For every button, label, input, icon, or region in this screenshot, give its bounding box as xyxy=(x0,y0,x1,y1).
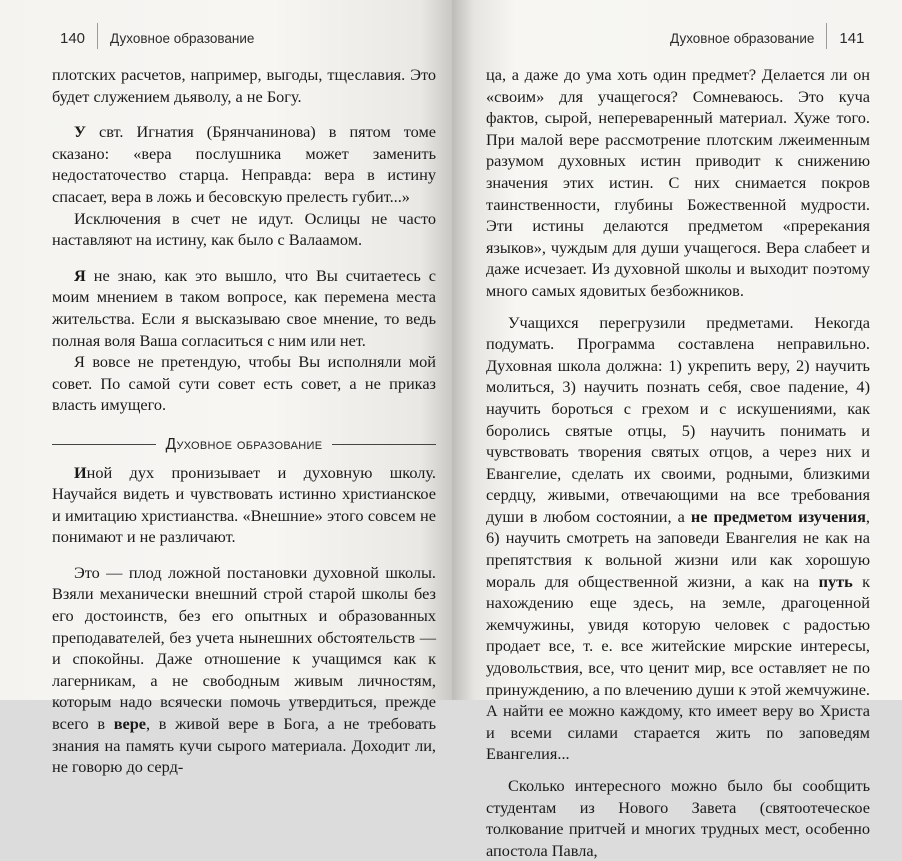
paragraph-text: ной дух пронизывает и духовную школу. Научайся видеть и чувствовать истинно христианское и имитацию христианства. «Внешние» этого совсем не понимают и не различают. xyxy=(52,462,436,547)
paragraph: Сколько интересного можно было бы сообщить студентам из Нового Завета (святоотеческое толкование притчей и многих трудных мест, особенно апостола Павла, xyxy=(486,776,870,860)
paragraph xyxy=(52,265,436,351)
section-title xyxy=(156,434,333,456)
right-page xyxy=(452,0,902,860)
header-divider xyxy=(826,23,827,49)
bold-word: путь xyxy=(818,571,853,591)
left-page-body xyxy=(52,64,436,778)
paragraph-text: , 6) научить смотреть на заповеди Евангелия не как на препятствия к вольной жизни или как хорошую мораль для общественной жизни, а как на xyxy=(486,506,870,591)
paragraph: плотских расчетов, например, выгоды, тщеславия. Это будет служением дьяволу, а не Богу. xyxy=(52,65,436,106)
lead-letter: И xyxy=(74,462,87,482)
lead-letter: У xyxy=(74,122,86,142)
paragraph-text: не знаю, как это вышло, что Вы считаетесь с моим мнением в таком вопросе, как перемена места жительства. Если я высказываю свое мнение, то ведь полная воля Ваша согласиться с ним или нет. xyxy=(52,265,436,350)
section-heading xyxy=(52,434,436,456)
page-number-left: 140 xyxy=(60,29,86,47)
paragraph-text: Это — плод ложной постановки духовной школы. Взяли механически внешний строй старой школы без его достоинств, без его опытных и образованных преподавателей, без учета нынешних обстоятельств — и спокойны. Даже отношение к учащимся как к лагерникам, а не свободным живым личностям, которым надо всячески помочь утвердиться, прежде всего в xyxy=(52,562,436,734)
right-page-body xyxy=(486,64,870,861)
right-page-header xyxy=(670,26,864,52)
paragraph-text: свт. Игнатия (Брянчанинова) в пятом томе сказано: «вера послушника может заменить недостаточество старца. Неправда: вера в истину спасает, вера в ложь и бесовскую прелесть губит...» xyxy=(52,122,436,206)
paragraph xyxy=(52,121,436,207)
paragraph-text: к нахождению еще здесь, на земле, драгоценной жемчужины, увидя которую человек с радостью продает все, т. е. все житейские мирские интересы, удовольствия, все, что ценит мир, все оставляет не по принуждению, а по влечению души к этой жемчужине. А найти ее можно каждому, кто имеет веру во Христа и всеми силами старается жить по заповедям Евангелия... xyxy=(486,571,870,764)
paragraph-text: Учащихся перегрузили предметами. Некогда подумать. Программа составлена неправильно. Духовная школа должна: 1) укрепить веру, 2) научить молиться, 3) научить познать себя, свое падение, 4) научить бороться с грехом и с искушениями, как боролись святые отцы, 5) научить понимать и чувствовать творения святых отцов, а через них и Евангелие, сделать их своими, родными, близкими сердцу, живыми, отвечающими на все требования души в любом состоянии, а xyxy=(486,312,870,526)
paragraph xyxy=(486,312,870,765)
bold-word: вере xyxy=(113,714,147,734)
paragraph-text: , в живой вере в Бога, а не требовать знания на память кучи сырого материала. Доходит ли, не говорю до серд- xyxy=(52,714,436,777)
page-number-right: 141 xyxy=(839,29,865,47)
paragraph: Исключения в счет не идут. Ослицы не часто наставляют на истину, как было с Валаамом. xyxy=(52,208,436,250)
running-title-left: Духовное образование xyxy=(110,30,255,46)
left-page-header xyxy=(60,26,254,52)
header-divider xyxy=(97,23,98,49)
section-title-initial: Д xyxy=(165,435,177,453)
section-title-rest: уховное образование xyxy=(176,435,323,453)
paragraph: ца, а даже до ума хоть один предмет? Делается ли он «своим» для учащегося? Сомневаюсь. Это куча фактов, сырой, непереваренный материал. Хуже того. При малой вере рассмотрение плотским лжеименным разумом духовных истин приводит к снижению значения этих истин. С них снимается покров таинственности, глубины Божественной мудрости. Эти истины делаются предметом «пререкания языков», чуждым для души учащегося. Вера слабеет и даже исчезает. Из духовной школы и выходит поэтому много самых ядовитых безбожников. xyxy=(486,65,870,300)
bold-phrase: не предметом изучения xyxy=(690,506,866,526)
lead-letter: Я xyxy=(74,265,86,285)
left-page xyxy=(0,0,452,777)
paragraph xyxy=(52,462,436,548)
running-title-right: Духовное образование xyxy=(670,30,815,46)
paragraph xyxy=(52,562,436,778)
paragraph: Я вовсе не претендую, чтобы Вы исполняли мой совет. По самой сути совет есть совет, а не приказ власть имущего. xyxy=(52,352,436,415)
heading-rule-left xyxy=(52,444,156,445)
heading-rule-right xyxy=(332,444,436,445)
